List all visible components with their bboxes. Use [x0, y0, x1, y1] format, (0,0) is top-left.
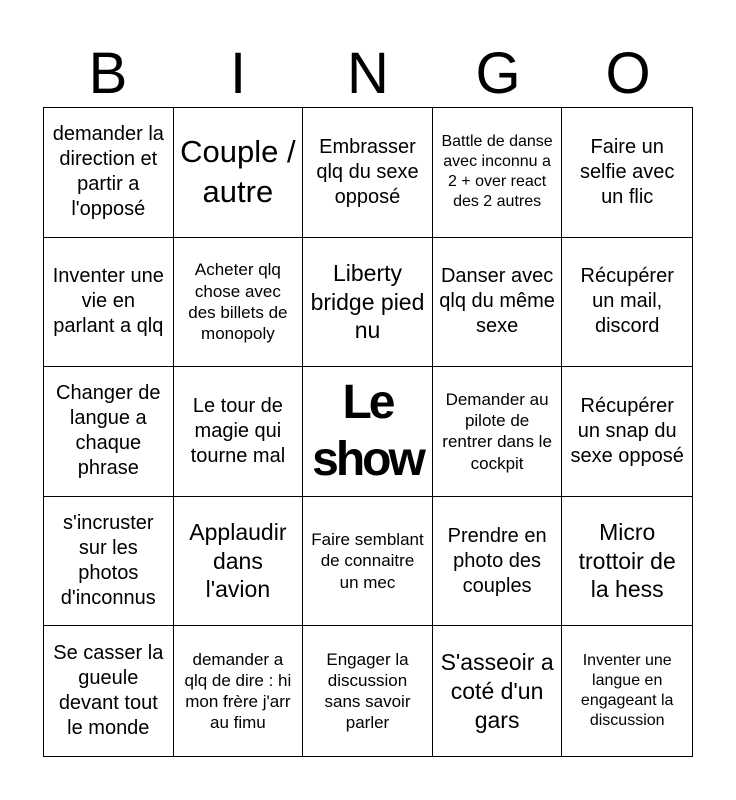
cell-text: Prendre en photo des couples — [447, 524, 547, 597]
header-letter-o: O — [605, 41, 651, 106]
cell-text: Récupérer un snap du sexe opposé — [570, 394, 684, 467]
cell-text: Micro trottoir de la hess — [578, 518, 676, 603]
bingo-cell[interactable] — [433, 238, 563, 368]
header-letter-b: B — [88, 41, 128, 106]
header-letter-n: N — [347, 41, 389, 106]
bingo-cell[interactable] — [303, 626, 433, 756]
bingo-cell[interactable] — [174, 626, 304, 756]
bingo-cell[interactable] — [174, 108, 304, 238]
cell-text: Faire semblant de connaitre un mec — [311, 530, 424, 592]
bingo-cell[interactable] — [562, 626, 692, 756]
cell-text: Le tour de magie qui tourne mal — [190, 394, 286, 467]
cell-text: Embrasser qlq du sexe opposé — [316, 135, 419, 208]
bingo-cell[interactable] — [44, 367, 174, 497]
cell-text: Récupérer un mail, discord — [580, 265, 674, 338]
bingo-cell[interactable] — [433, 108, 563, 238]
bingo-cell[interactable] — [562, 497, 692, 627]
bingo-free-space[interactable] — [303, 367, 433, 497]
cell-text: Inventer une langue en engageant la discussion — [580, 652, 674, 730]
cell-text: Se casser la gueule devant tout le monde — [53, 642, 164, 740]
bingo-cell[interactable] — [44, 108, 174, 238]
cell-text: Applaudir dans l'avion — [189, 518, 287, 603]
cell-text: Changer de langue a chaque phrase — [56, 382, 161, 480]
cell-text: s'incruster sur les photos d'inconnus — [60, 512, 156, 610]
bingo-cell[interactable] — [174, 367, 304, 497]
cell-text: demander la direction et partir a l'opposé — [52, 123, 164, 221]
bingo-cell[interactable] — [44, 497, 174, 627]
bingo-cell[interactable] — [562, 238, 692, 368]
bingo-grid — [43, 107, 693, 757]
cell-text: Demander au pilote de rentrer dans le cockpit — [442, 389, 552, 473]
header-letter-i: I — [229, 41, 247, 106]
bingo-cell[interactable] — [174, 238, 304, 368]
bingo-cell[interactable] — [44, 626, 174, 756]
cell-text: Engager la discussion sans savoir parler — [324, 649, 411, 733]
free-space-text: Le show — [312, 375, 423, 487]
bingo-cell[interactable] — [562, 367, 692, 497]
bingo-header — [43, 40, 693, 108]
bingo-cell[interactable] — [433, 367, 563, 497]
bingo-cell[interactable] — [303, 108, 433, 238]
bingo-cell[interactable] — [303, 497, 433, 627]
bingo-cell[interactable] — [433, 626, 563, 756]
bingo-cell[interactable] — [562, 108, 692, 238]
cell-text: demander a qlq de dire : hi mon frère j'arr au fimu — [184, 649, 292, 733]
cell-text: Faire un selfie avec un flic — [579, 135, 675, 208]
bingo-cell[interactable] — [433, 497, 563, 627]
bingo-cell[interactable] — [303, 238, 433, 368]
cell-text: Acheter qlq chose avec des billets de monopoly — [188, 260, 288, 344]
cell-text: S'asseoir a coté d'un gars — [440, 649, 554, 733]
cell-text: Danser avec qlq du même sexe — [439, 265, 555, 338]
cell-text: Couple / autre — [180, 134, 296, 210]
cell-text: Liberty bridge pied nu — [310, 259, 425, 344]
bingo-cell[interactable] — [44, 238, 174, 368]
cell-text: Battle de danse avec inconnu a 2 + over react des 2 autres — [441, 133, 553, 211]
cell-text: Inventer une vie en parlant a qlq — [52, 265, 164, 338]
header-letter-g: G — [475, 41, 521, 106]
bingo-cell[interactable] — [174, 497, 304, 627]
